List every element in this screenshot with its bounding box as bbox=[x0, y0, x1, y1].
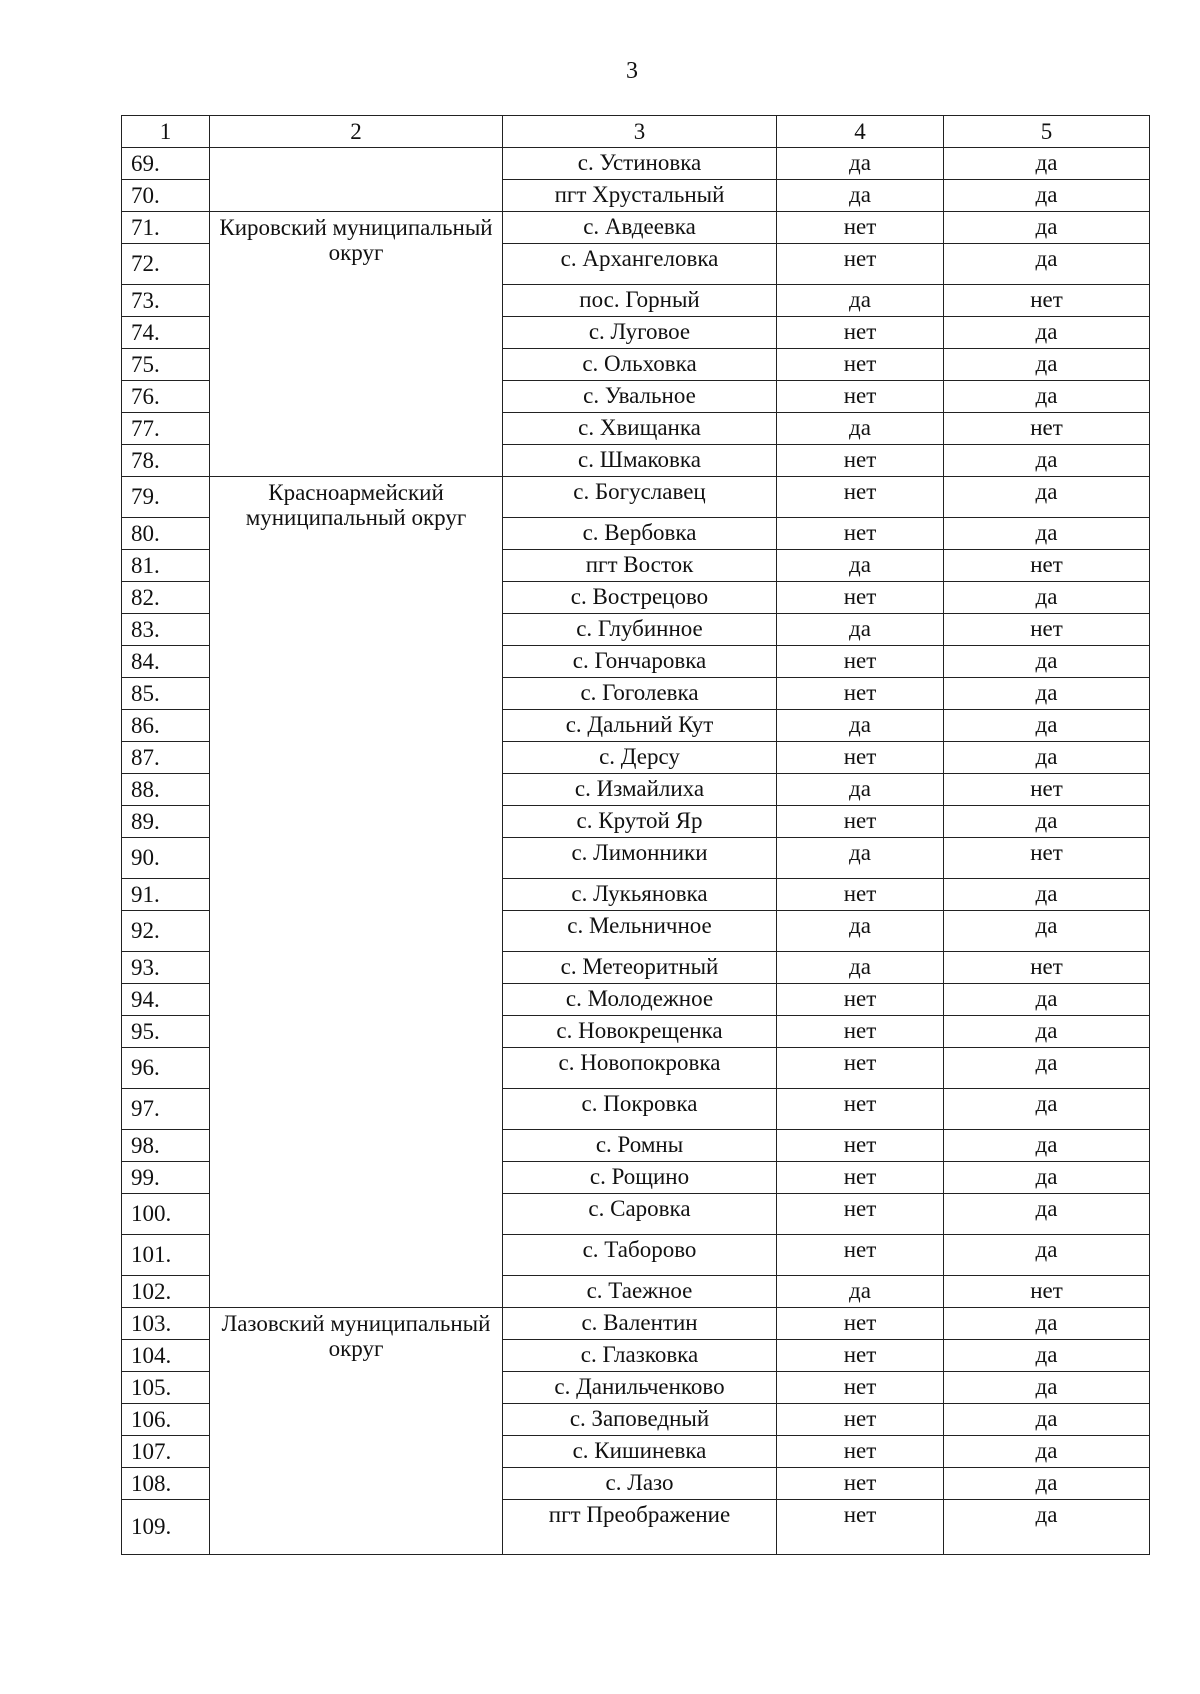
settlement-cell: с. Лазо bbox=[503, 1468, 777, 1500]
settlement-cell: с. Авдеевка bbox=[503, 212, 777, 244]
column-5-value-cell: да bbox=[944, 1130, 1150, 1162]
row-number-cell: 101. bbox=[122, 1235, 210, 1276]
settlement-cell: с. Лимонники bbox=[503, 838, 777, 879]
settlement-cell: с. Саровка bbox=[503, 1194, 777, 1235]
column-5-value-cell: нет bbox=[944, 838, 1150, 879]
column-5-value-cell: да bbox=[944, 1016, 1150, 1048]
column-4-value-cell: нет bbox=[777, 1235, 944, 1276]
settlement-cell: пгт Преображение bbox=[503, 1500, 777, 1555]
settlement-cell: с. Хвищанка bbox=[503, 413, 777, 445]
column-4-value-cell: да bbox=[777, 1276, 944, 1308]
settlement-cell: с. Дальний Кут bbox=[503, 710, 777, 742]
settlement-cell: пгт Хрустальный bbox=[503, 180, 777, 212]
column-5-value-cell: да bbox=[944, 1162, 1150, 1194]
column-5-value-cell: да bbox=[944, 1468, 1150, 1500]
district-cell bbox=[210, 148, 503, 212]
column-5-value-cell: нет bbox=[944, 1276, 1150, 1308]
column-4-value-cell: да bbox=[777, 180, 944, 212]
district-cell: Красноармейский муниципальный округ bbox=[210, 477, 503, 1308]
settlement-cell: с. Новокрещенка bbox=[503, 1016, 777, 1048]
column-4-value-cell: нет bbox=[777, 1404, 944, 1436]
column-5-value-cell: да bbox=[944, 518, 1150, 550]
settlement-cell: с. Данильченково bbox=[503, 1372, 777, 1404]
row-number-cell: 81. bbox=[122, 550, 210, 582]
row-number-cell: 97. bbox=[122, 1089, 210, 1130]
column-5-value-cell: да bbox=[944, 212, 1150, 244]
header-row bbox=[122, 116, 1150, 148]
column-5-value-cell: да bbox=[944, 1340, 1150, 1372]
column-4-value-cell: нет bbox=[777, 678, 944, 710]
row-number-cell: 69. bbox=[122, 148, 210, 180]
column-5-value-cell: да bbox=[944, 317, 1150, 349]
settlement-cell: с. Таежное bbox=[503, 1276, 777, 1308]
table-row bbox=[122, 212, 1150, 244]
column-5-value-cell: да bbox=[944, 678, 1150, 710]
column-4-value-cell: нет bbox=[777, 1468, 944, 1500]
row-number-cell: 96. bbox=[122, 1048, 210, 1089]
page-number: 3 bbox=[626, 58, 638, 84]
row-number-cell: 76. bbox=[122, 381, 210, 413]
settlement-cell: с. Покровка bbox=[503, 1089, 777, 1130]
column-4-value-cell: нет bbox=[777, 1162, 944, 1194]
column-5-value-cell: да bbox=[944, 1048, 1150, 1089]
column-header: 3 bbox=[503, 116, 777, 148]
column-5-value-cell: нет bbox=[944, 413, 1150, 445]
settlement-cell: с. Дерсу bbox=[503, 742, 777, 774]
settlement-cell: с. Заповедный bbox=[503, 1404, 777, 1436]
row-number-cell: 103. bbox=[122, 1308, 210, 1340]
settlement-cell: с. Кишиневка bbox=[503, 1436, 777, 1468]
column-5-value-cell: да bbox=[944, 1308, 1150, 1340]
column-4-value-cell: да bbox=[777, 838, 944, 879]
row-number-cell: 84. bbox=[122, 646, 210, 678]
column-5-value-cell: да bbox=[944, 806, 1150, 838]
column-4-value-cell: да bbox=[777, 614, 944, 646]
column-5-value-cell: да bbox=[944, 445, 1150, 477]
column-5-value-cell: да bbox=[944, 1194, 1150, 1235]
settlement-cell: с. Луговое bbox=[503, 317, 777, 349]
column-4-value-cell: нет bbox=[777, 1372, 944, 1404]
settlement-cell: с. Глазковка bbox=[503, 1340, 777, 1372]
row-number-cell: 98. bbox=[122, 1130, 210, 1162]
settlement-cell: с. Вербовка bbox=[503, 518, 777, 550]
settlement-cell: с. Валентин bbox=[503, 1308, 777, 1340]
column-5-value-cell: да bbox=[944, 1372, 1150, 1404]
column-5-value-cell: да bbox=[944, 1436, 1150, 1468]
column-header: 4 bbox=[777, 116, 944, 148]
table-body bbox=[122, 148, 1150, 1555]
column-5-value-cell: да bbox=[944, 477, 1150, 518]
column-4-value-cell: нет bbox=[777, 806, 944, 838]
column-5-value-cell: да bbox=[944, 984, 1150, 1016]
district-cell: Лазовский муниципальный округ bbox=[210, 1308, 503, 1555]
settlement-cell: с. Вострецово bbox=[503, 582, 777, 614]
district-cell: Кировский муниципальный округ bbox=[210, 212, 503, 477]
column-5-value-cell: нет bbox=[944, 774, 1150, 806]
column-5-value-cell: да bbox=[944, 1500, 1150, 1555]
row-number-cell: 94. bbox=[122, 984, 210, 1016]
settlement-cell: с. Увальное bbox=[503, 381, 777, 413]
settlement-cell: с. Ольховка bbox=[503, 349, 777, 381]
column-4-value-cell: да bbox=[777, 550, 944, 582]
column-5-value-cell: да bbox=[944, 244, 1150, 285]
column-4-value-cell: нет bbox=[777, 212, 944, 244]
column-4-value-cell: нет bbox=[777, 984, 944, 1016]
column-5-value-cell: да bbox=[944, 180, 1150, 212]
column-4-value-cell: нет bbox=[777, 879, 944, 911]
settlement-cell: с. Шмаковка bbox=[503, 445, 777, 477]
column-5-value-cell: да bbox=[944, 1404, 1150, 1436]
column-5-value-cell: да bbox=[944, 710, 1150, 742]
settlement-cell: с. Метеоритный bbox=[503, 952, 777, 984]
settlements-table bbox=[121, 115, 1150, 1555]
column-5-value-cell: да bbox=[944, 1235, 1150, 1276]
row-number-cell: 77. bbox=[122, 413, 210, 445]
row-number-cell: 90. bbox=[122, 838, 210, 879]
settlement-cell: с. Глубинное bbox=[503, 614, 777, 646]
table-row bbox=[122, 1308, 1150, 1340]
column-4-value-cell: да bbox=[777, 710, 944, 742]
column-4-value-cell: нет bbox=[777, 1194, 944, 1235]
settlement-cell: с. Лукьяновка bbox=[503, 879, 777, 911]
row-number-cell: 85. bbox=[122, 678, 210, 710]
row-number-cell: 106. bbox=[122, 1404, 210, 1436]
column-5-value-cell: да bbox=[944, 879, 1150, 911]
column-4-value-cell: нет bbox=[777, 1340, 944, 1372]
row-number-cell: 83. bbox=[122, 614, 210, 646]
column-5-value-cell: да bbox=[944, 582, 1150, 614]
column-5-value-cell: да bbox=[944, 646, 1150, 678]
row-number-cell: 87. bbox=[122, 742, 210, 774]
row-number-cell: 95. bbox=[122, 1016, 210, 1048]
row-number-cell: 82. bbox=[122, 582, 210, 614]
column-5-value-cell: да bbox=[944, 148, 1150, 180]
settlement-cell: с. Крутой Яр bbox=[503, 806, 777, 838]
settlement-cell: с. Измайлиха bbox=[503, 774, 777, 806]
row-number-cell: 92. bbox=[122, 911, 210, 952]
column-header: 5 bbox=[944, 116, 1150, 148]
settlement-cell: с. Архангеловка bbox=[503, 244, 777, 285]
row-number-cell: 100. bbox=[122, 1194, 210, 1235]
settlement-cell: с. Гоголевка bbox=[503, 678, 777, 710]
settlement-cell: с. Мельничное bbox=[503, 911, 777, 952]
column-4-value-cell: нет bbox=[777, 1016, 944, 1048]
row-number-cell: 99. bbox=[122, 1162, 210, 1194]
row-number-cell: 70. bbox=[122, 180, 210, 212]
column-4-value-cell: да bbox=[777, 148, 944, 180]
settlement-cell: с. Молодежное bbox=[503, 984, 777, 1016]
row-number-cell: 89. bbox=[122, 806, 210, 838]
row-number-cell: 109. bbox=[122, 1500, 210, 1555]
settlement-cell: с. Таборово bbox=[503, 1235, 777, 1276]
row-number-cell: 79. bbox=[122, 477, 210, 518]
row-number-cell: 75. bbox=[122, 349, 210, 381]
row-number-cell: 107. bbox=[122, 1436, 210, 1468]
column-4-value-cell: да bbox=[777, 413, 944, 445]
settlement-cell: с. Ромны bbox=[503, 1130, 777, 1162]
column-4-value-cell: да bbox=[777, 774, 944, 806]
table-row bbox=[122, 477, 1150, 518]
column-header: 1 bbox=[122, 116, 210, 148]
row-number-cell: 88. bbox=[122, 774, 210, 806]
column-5-value-cell: нет bbox=[944, 614, 1150, 646]
column-4-value-cell: нет bbox=[777, 1308, 944, 1340]
column-4-value-cell: нет bbox=[777, 1500, 944, 1555]
column-4-value-cell: нет bbox=[777, 742, 944, 774]
column-4-value-cell: нет bbox=[777, 477, 944, 518]
row-number-cell: 104. bbox=[122, 1340, 210, 1372]
column-4-value-cell: нет bbox=[777, 445, 944, 477]
column-5-value-cell: нет bbox=[944, 952, 1150, 984]
column-4-value-cell: нет bbox=[777, 349, 944, 381]
settlement-cell: с. Новопокровка bbox=[503, 1048, 777, 1089]
column-5-value-cell: да bbox=[944, 742, 1150, 774]
column-4-value-cell: нет bbox=[777, 381, 944, 413]
row-number-cell: 91. bbox=[122, 879, 210, 911]
settlement-cell: пгт Восток bbox=[503, 550, 777, 582]
column-4-value-cell: нет bbox=[777, 1130, 944, 1162]
table-row bbox=[122, 148, 1150, 180]
column-4-value-cell: нет bbox=[777, 582, 944, 614]
column-4-value-cell: нет bbox=[777, 244, 944, 285]
column-5-value-cell: да bbox=[944, 349, 1150, 381]
column-5-value-cell: да bbox=[944, 911, 1150, 952]
row-number-cell: 71. bbox=[122, 212, 210, 244]
row-number-cell: 108. bbox=[122, 1468, 210, 1500]
column-4-value-cell: нет bbox=[777, 646, 944, 678]
column-4-value-cell: да bbox=[777, 911, 944, 952]
column-4-value-cell: да bbox=[777, 952, 944, 984]
column-4-value-cell: нет bbox=[777, 1089, 944, 1130]
settlement-cell: с. Богуславец bbox=[503, 477, 777, 518]
column-4-value-cell: нет bbox=[777, 1436, 944, 1468]
row-number-cell: 105. bbox=[122, 1372, 210, 1404]
column-4-value-cell: да bbox=[777, 285, 944, 317]
column-5-value-cell: да bbox=[944, 1089, 1150, 1130]
column-header: 2 bbox=[210, 116, 503, 148]
row-number-cell: 93. bbox=[122, 952, 210, 984]
column-5-value-cell: да bbox=[944, 381, 1150, 413]
column-5-value-cell: нет bbox=[944, 550, 1150, 582]
row-number-cell: 80. bbox=[122, 518, 210, 550]
row-number-cell: 73. bbox=[122, 285, 210, 317]
settlement-cell: с. Гончаровка bbox=[503, 646, 777, 678]
column-4-value-cell: нет bbox=[777, 518, 944, 550]
row-number-cell: 74. bbox=[122, 317, 210, 349]
row-number-cell: 72. bbox=[122, 244, 210, 285]
row-number-cell: 86. bbox=[122, 710, 210, 742]
column-4-value-cell: нет bbox=[777, 1048, 944, 1089]
row-number-cell: 78. bbox=[122, 445, 210, 477]
settlement-cell: пос. Горный bbox=[503, 285, 777, 317]
settlement-cell: с. Рощино bbox=[503, 1162, 777, 1194]
column-5-value-cell: нет bbox=[944, 285, 1150, 317]
row-number-cell: 102. bbox=[122, 1276, 210, 1308]
column-4-value-cell: нет bbox=[777, 317, 944, 349]
settlement-cell: с. Устиновка bbox=[503, 148, 777, 180]
